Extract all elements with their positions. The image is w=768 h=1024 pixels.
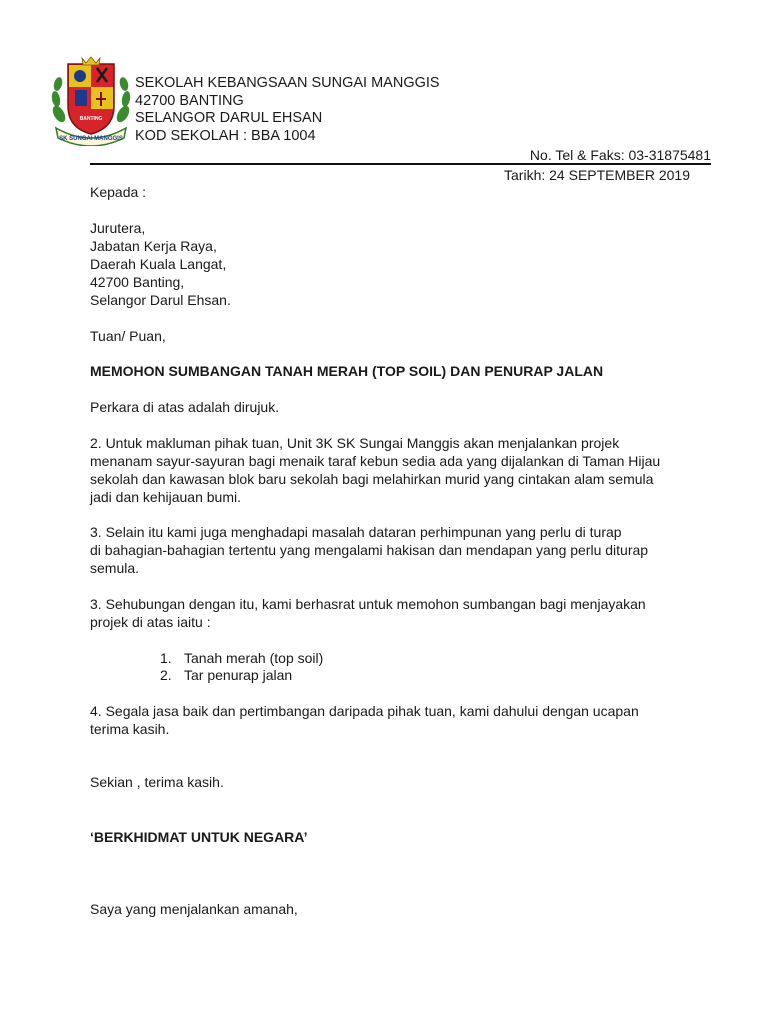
recipient-line: Jurutera, bbox=[90, 220, 146, 236]
svg-text:SK SUNGAI MANGGIS: SK SUNGAI MANGGIS bbox=[59, 136, 123, 142]
motto: ‘BERKHIDMAT UNTUK NEGARA’ bbox=[90, 829, 308, 845]
closing: Sekian , terima kasih. bbox=[90, 774, 224, 790]
paragraph-4-line: projek di atas iaitu : bbox=[90, 614, 211, 630]
list-item-text: Tar penurap jalan bbox=[184, 667, 293, 683]
paragraph-3-line: semula. bbox=[90, 560, 140, 576]
paragraph-2-line: menanam sayur-sayuran bagi menaik taraf kebun sedia ada yang dijalankan di Taman Hijau bbox=[90, 453, 661, 469]
recipient-line: 42700 Banting, bbox=[90, 274, 185, 290]
school-address-line-2: SELANGOR DARUL EHSAN bbox=[135, 110, 323, 126]
paragraph-2-line: jadi dan kehijauan bumi. bbox=[90, 489, 241, 505]
contact-phone-fax: No. Tel & Faks: 03-31875481 bbox=[529, 147, 711, 163]
paragraph-5-line: terima kasih. bbox=[90, 721, 170, 737]
recipient-line: Daerah Kuala Langat, bbox=[90, 256, 227, 272]
school-name: SEKOLAH KEBANGSAAN SUNGAI MANGGIS bbox=[135, 75, 440, 91]
paragraph-4-line: 3. Sehubungan dengan itu, kami berhasrat untuk memohon sumbangan bagi menjayakan bbox=[90, 596, 646, 612]
paragraph-3-line: di bahagian-bahagian tertentu yang mengalami hakisan dan mendapan yang perlu diturap bbox=[90, 542, 649, 558]
paragraph-2-line: sekolah dan kawasan blok baru sekolah bagi melahirkan murid yang cintakan alam semula bbox=[90, 471, 654, 487]
recipient-heading: Kepada : bbox=[90, 184, 147, 200]
letter-subject: MEMOHON SUMBANGAN TANAH MERAH (TOP SOIL) DAN PENURAP JALAN bbox=[90, 363, 604, 379]
school-crest-logo bbox=[46, 54, 136, 146]
list-item-text: Tanah merah (top soil) bbox=[184, 650, 324, 666]
paragraph-5-line: 4. Segala jasa baik dan pertimbangan daripada pihak tuan, kami dahului dengan ucapan bbox=[90, 703, 639, 719]
recipient-line: Selangor Darul Ehsan. bbox=[90, 292, 231, 308]
list-item-number: 1. bbox=[160, 650, 172, 666]
school-address-line-1: 42700 BANTING bbox=[135, 93, 244, 109]
paragraph-2-line: 2. Untuk makluman pihak tuan, Unit 3K SK Sungai Manggis akan menjalankan projek bbox=[90, 435, 620, 451]
signoff: Saya yang menjalankan amanah, bbox=[90, 901, 298, 917]
list-item bbox=[160, 666, 292, 684]
paragraph-reference: Perkara di atas adalah dirujuk. bbox=[90, 399, 280, 415]
school-code: KOD SEKOLAH : BBA 1004 bbox=[135, 128, 316, 144]
list-item bbox=[160, 649, 323, 667]
svg-text:BANTING: BANTING bbox=[79, 116, 103, 122]
recipient-line: Jabatan Kerja Raya, bbox=[90, 238, 217, 254]
list-item-number: 2. bbox=[160, 667, 172, 683]
letter-date: Tarikh: 24 SEPTEMBER 2019 bbox=[504, 167, 690, 183]
paragraph-3-line: 3. Selain itu kami juga menghadapi masalah dataran perhimpunan yang perlu di turap bbox=[90, 524, 622, 540]
greeting: Tuan/ Puan, bbox=[90, 328, 166, 344]
